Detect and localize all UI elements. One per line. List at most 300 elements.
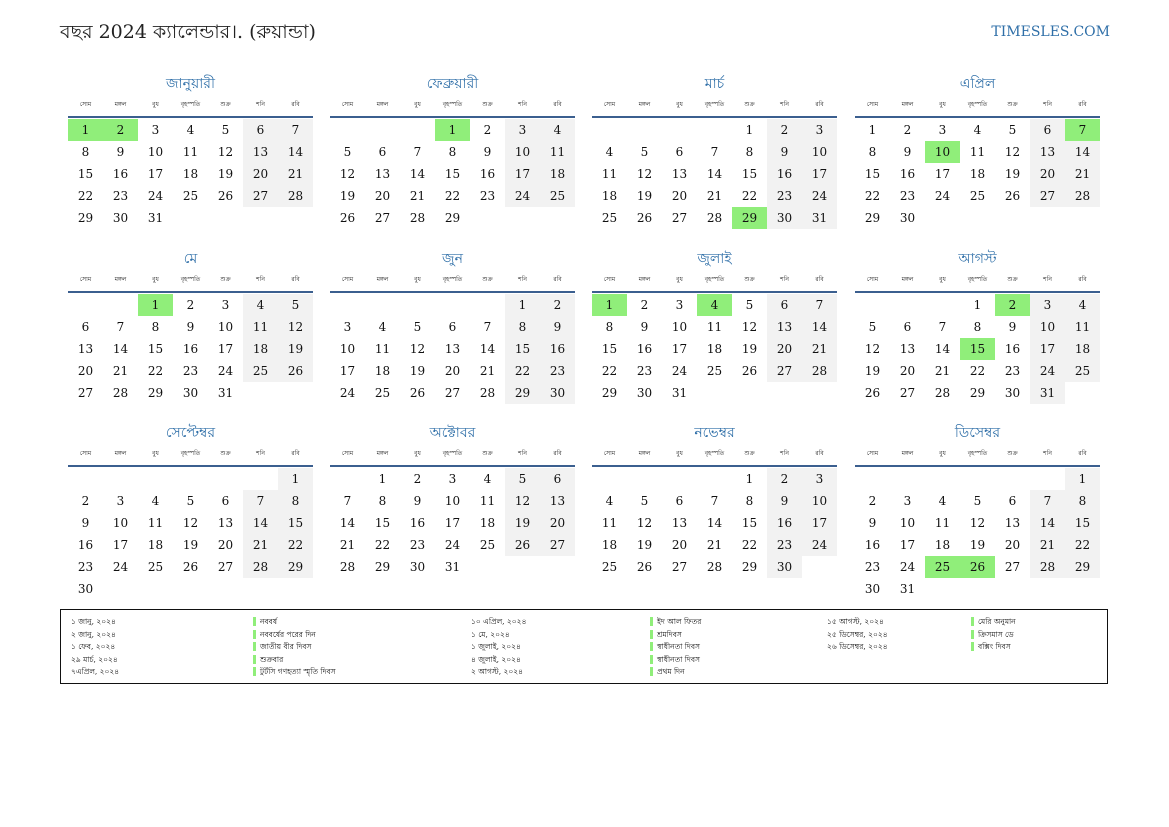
day-cell: 5 <box>221 123 230 137</box>
day-cell: 13 <box>671 167 688 181</box>
day-cell: 4 <box>973 123 982 137</box>
day-cell: 31 <box>671 386 688 400</box>
day-cell: 23 <box>864 560 881 574</box>
day-cell: 22 <box>77 189 94 203</box>
day-cell: 7 <box>413 145 422 159</box>
day-cell: 10 <box>147 145 164 159</box>
weekday-header <box>68 94 313 118</box>
weekday-label: শুক্র <box>220 101 231 108</box>
day-cell: 28 <box>934 386 951 400</box>
day-cell: 6 <box>903 320 912 334</box>
day-cell: 4 <box>483 472 492 486</box>
weekday-label: বৃহস্পতি <box>704 101 725 108</box>
day-cell: 16 <box>636 342 653 356</box>
day-cell: 3 <box>151 123 160 137</box>
legend-dates-column <box>471 616 526 679</box>
day-cell: 2 <box>81 494 90 508</box>
day-cell: 15 <box>278 512 313 534</box>
day-cell: 18 <box>969 167 986 181</box>
weekday-label: শনি <box>518 276 527 283</box>
day-cell: 19 <box>505 512 540 534</box>
month-block <box>855 423 1100 600</box>
day-cell: 3 <box>903 494 912 508</box>
day-cell: 6 <box>675 145 684 159</box>
day-cell: 13 <box>77 342 94 356</box>
day-cell: 5 <box>745 298 754 312</box>
day-cell: 12 <box>864 342 881 356</box>
weekday-label: মঙ্গল <box>376 101 389 108</box>
day-cell: 28 <box>1030 556 1065 578</box>
weekday-label: মঙ্গল <box>901 101 914 108</box>
weekday-label: মঙ্গল <box>376 276 389 283</box>
day-cell: 5 <box>505 468 540 490</box>
day-cell: 19 <box>636 538 653 552</box>
day-cell: 23 <box>77 560 94 574</box>
month-block <box>68 249 313 404</box>
weekday-label: মঙ্গল <box>638 276 651 283</box>
day-cell: 22 <box>601 364 618 378</box>
day-cell: 15 <box>374 516 391 530</box>
weekday-label: শুক্র <box>744 450 755 457</box>
day-cell: 27 <box>671 211 688 225</box>
empty-cell <box>592 119 627 141</box>
day-cell: 6 <box>675 494 684 508</box>
weekday-label: শুক্র <box>1007 276 1018 283</box>
day-cell: 28 <box>802 360 837 382</box>
month-block <box>330 74 575 229</box>
day-cell: 6 <box>378 145 387 159</box>
empty-cell <box>173 468 208 490</box>
day-cell: 24 <box>112 560 129 574</box>
day-cell: 24 <box>802 534 837 556</box>
day-cell: 6 <box>767 294 802 316</box>
empty-cell <box>890 294 925 316</box>
weekday-label: শনি <box>256 276 265 283</box>
day-cell: 3 <box>343 320 352 334</box>
day-cell: 7 <box>116 320 125 334</box>
day-cell: 7 <box>710 494 719 508</box>
day-cell: 14 <box>1065 141 1100 163</box>
day-cell: 31 <box>217 386 234 400</box>
day-cell: 17 <box>802 512 837 534</box>
day-cell: 18 <box>601 538 618 552</box>
day-cell: 13 <box>540 490 575 512</box>
day-cell: 19 <box>636 189 653 203</box>
legend-holiday-name: প্রথম দিন <box>650 667 685 676</box>
day-cell: 24 <box>671 364 688 378</box>
day-cell: 20 <box>243 163 278 185</box>
day-cell: 10 <box>444 494 461 508</box>
month-block <box>855 74 1100 229</box>
day-cell: 3 <box>116 494 125 508</box>
weekday-label: বৃহস্পতি <box>442 101 463 108</box>
weekday-label: শনি <box>518 101 527 108</box>
legend-holiday-name: জাতীয় বীর দিবস <box>253 642 312 651</box>
day-cell: 31 <box>147 211 164 225</box>
day-cell: 7 <box>343 494 352 508</box>
day-cell: 14 <box>934 342 951 356</box>
day-cell: 30 <box>1004 386 1021 400</box>
day-cell: 23 <box>899 189 916 203</box>
legend-dates-column <box>71 616 119 679</box>
day-cell: 24 <box>934 189 951 203</box>
day-cell: 22 <box>741 538 758 552</box>
day-grid <box>855 294 1100 404</box>
legend-holiday-name: শ্রমদিবস <box>650 630 682 639</box>
day-cell: 8 <box>278 490 313 512</box>
day-cell: 12 <box>278 316 313 338</box>
weekday-label: শনি <box>1043 450 1052 457</box>
weekday-header <box>68 269 313 293</box>
day-cell: 11 <box>706 320 723 334</box>
empty-cell <box>208 468 243 490</box>
day-cell: 17 <box>147 167 164 181</box>
day-cell: 27 <box>540 534 575 556</box>
day-cell: 3 <box>221 298 230 312</box>
empty-cell <box>68 294 103 316</box>
month-block <box>855 249 1100 404</box>
day-cell: 1 <box>505 294 540 316</box>
empty-cell <box>365 294 400 316</box>
weekday-label: বুধ <box>152 276 159 283</box>
day-cell: 2 <box>413 472 422 486</box>
day-cell: 12 <box>505 490 540 512</box>
holiday-day: 10 <box>925 141 960 163</box>
day-cell: 19 <box>741 342 758 356</box>
weekday-header <box>330 269 575 293</box>
day-grid <box>592 468 837 578</box>
day-cell: 13 <box>767 316 802 338</box>
day-cell: 29 <box>374 560 391 574</box>
day-cell: 21 <box>934 364 951 378</box>
weekday-label: শনি <box>780 101 789 108</box>
day-grid <box>68 119 313 229</box>
day-cell: 12 <box>636 167 653 181</box>
day-cell: 27 <box>1004 560 1021 574</box>
month-block <box>592 249 837 404</box>
weekday-label: রবি <box>291 450 300 457</box>
day-cell: 9 <box>186 320 195 334</box>
weekday-header <box>68 443 313 467</box>
day-cell: 8 <box>1065 490 1100 512</box>
legend-date: ৪ জুলাই, ২০২৪ <box>471 654 521 664</box>
month-name: ফেব্রুয়ারী <box>426 76 479 92</box>
day-cell: 15 <box>147 342 164 356</box>
day-cell: 27 <box>217 560 234 574</box>
day-cell: 31 <box>1030 382 1065 404</box>
day-cell: 27 <box>767 360 802 382</box>
day-cell: 2 <box>540 294 575 316</box>
day-cell: 14 <box>409 167 426 181</box>
day-cell: 23 <box>767 534 802 556</box>
day-cell: 19 <box>278 338 313 360</box>
legend-holiday-name: স্বাধীনতা দিবস <box>650 642 700 651</box>
day-cell: 12 <box>339 167 356 181</box>
day-cell: 15 <box>444 167 461 181</box>
day-cell: 24 <box>147 189 164 203</box>
weekday-label: শনি <box>780 276 789 283</box>
day-cell: 29 <box>147 386 164 400</box>
day-cell: 11 <box>243 316 278 338</box>
day-cell: 25 <box>374 386 391 400</box>
weekday-label: সোম <box>79 276 92 283</box>
weekday-label: রবি <box>1078 276 1087 283</box>
weekday-label: মঙ্গল <box>114 276 127 283</box>
day-cell: 19 <box>182 538 199 552</box>
day-cell: 16 <box>540 338 575 360</box>
day-cell: 21 <box>409 189 426 203</box>
day-grid <box>330 468 575 578</box>
site-link[interactable]: TIMESLES.COM <box>991 24 1110 40</box>
weekday-header <box>855 94 1100 118</box>
empty-cell <box>662 468 697 490</box>
legend-holiday-name: শুক্রবার <box>253 655 283 664</box>
day-cell: 16 <box>479 167 496 181</box>
day-cell: 30 <box>182 386 199 400</box>
day-cell: 1 <box>745 123 754 137</box>
weekday-label: রবি <box>291 101 300 108</box>
day-cell: 30 <box>864 582 881 596</box>
empty-cell <box>243 468 278 490</box>
weekday-label: সোম <box>79 450 92 457</box>
day-cell: 18 <box>147 538 164 552</box>
day-cell: 23 <box>409 538 426 552</box>
day-cell: 16 <box>182 342 199 356</box>
day-cell: 3 <box>448 472 457 486</box>
empty-cell <box>925 468 960 490</box>
day-cell: 13 <box>1004 516 1021 530</box>
day-cell: 11 <box>601 516 618 530</box>
day-cell: 5 <box>186 494 195 508</box>
day-cell: 28 <box>1065 185 1100 207</box>
day-cell: 12 <box>1004 145 1021 159</box>
empty-cell <box>1030 468 1065 490</box>
weekday-header <box>330 94 575 118</box>
day-cell: 14 <box>706 516 723 530</box>
legend-date: ১০ এপ্রিল, ২০২৪ <box>471 617 527 626</box>
page-title: বছর 2024 ক্যালেন্ডার।. (রুয়ান্ডা) <box>60 21 316 43</box>
day-cell: 5 <box>343 145 352 159</box>
weekday-label: বুধ <box>676 101 683 108</box>
day-cell: 7 <box>938 320 947 334</box>
day-cell: 8 <box>505 316 540 338</box>
day-cell: 27 <box>77 386 94 400</box>
day-cell: 14 <box>112 342 129 356</box>
day-cell: 18 <box>182 167 199 181</box>
day-cell: 16 <box>409 516 426 530</box>
day-cell: 20 <box>1004 538 1021 552</box>
day-cell: 8 <box>151 320 160 334</box>
weekday-label: বুধ <box>676 276 683 283</box>
weekday-label: শনি <box>256 101 265 108</box>
holiday-legend <box>60 609 1108 684</box>
holiday-day: 1 <box>68 119 103 141</box>
weekday-label: শুক্র <box>482 276 493 283</box>
day-cell: 29 <box>505 382 540 404</box>
day-cell: 25 <box>706 364 723 378</box>
legend-holiday-name: স্বাধীনতা দিবস <box>650 655 700 664</box>
empty-cell <box>627 468 662 490</box>
weekday-label: শুক্র <box>220 276 231 283</box>
legend-date: ২ আগস্ট, ২০২৪ <box>471 667 523 676</box>
day-cell: 18 <box>540 163 575 185</box>
day-cell: 18 <box>1065 338 1100 360</box>
weekday-label: বুধ <box>152 101 159 108</box>
day-cell: 22 <box>1065 534 1100 556</box>
day-grid <box>68 468 313 600</box>
weekday-label: বুধ <box>414 450 421 457</box>
weekday-label: বুধ <box>939 276 946 283</box>
day-cell: 15 <box>77 167 94 181</box>
day-cell: 8 <box>81 145 90 159</box>
day-cell: 14 <box>243 512 278 534</box>
day-cell: 22 <box>444 189 461 203</box>
day-cell: 24 <box>217 364 234 378</box>
day-cell: 2 <box>640 298 649 312</box>
weekday-label: রবি <box>815 276 824 283</box>
weekday-label: শুক্র <box>1007 101 1018 108</box>
day-cell: 17 <box>802 163 837 185</box>
day-cell: 5 <box>640 494 649 508</box>
legend-date: ২ জানু, ২০২৪ <box>71 629 116 639</box>
day-cell: 26 <box>864 386 881 400</box>
day-cell: 30 <box>636 386 653 400</box>
day-grid <box>592 294 837 404</box>
day-cell: 17 <box>671 342 688 356</box>
day-cell: 17 <box>899 538 916 552</box>
month-name: অক্টোবর <box>429 425 476 441</box>
weekday-label: সোম <box>603 276 616 283</box>
legend-date: ১ জুলাই, ২০২৪ <box>471 642 521 651</box>
weekday-label: বুধ <box>414 276 421 283</box>
day-cell: 9 <box>903 145 912 159</box>
weekday-label: শুক্র <box>482 450 493 457</box>
day-cell: 29 <box>741 560 758 574</box>
day-cell: 11 <box>601 167 618 181</box>
day-cell: 9 <box>767 490 802 512</box>
weekday-label: শনি <box>1043 276 1052 283</box>
day-cell: 16 <box>767 163 802 185</box>
empty-cell <box>68 468 103 490</box>
month-name: জানুয়ারী <box>166 76 215 92</box>
empty-cell <box>855 294 890 316</box>
day-cell: 2 <box>483 123 492 137</box>
month-name: ডিসেম্বর <box>954 425 1001 441</box>
weekday-label: মঙ্গল <box>114 450 127 457</box>
month-name: আগস্ট <box>958 251 997 267</box>
day-cell: 10 <box>339 342 356 356</box>
day-cell: 26 <box>339 211 356 225</box>
weekday-label: রবি <box>815 450 824 457</box>
day-cell: 29 <box>969 386 986 400</box>
day-cell: 16 <box>864 538 881 552</box>
weekday-label: বৃহস্পতি <box>442 450 463 457</box>
day-cell: 27 <box>243 185 278 207</box>
day-cell: 5 <box>413 320 422 334</box>
day-grid <box>68 294 313 404</box>
day-cell: 5 <box>973 494 982 508</box>
day-cell: 11 <box>540 141 575 163</box>
day-cell: 18 <box>479 516 496 530</box>
day-cell: 26 <box>636 211 653 225</box>
weekday-label: বৃহস্পতি <box>442 276 463 283</box>
weekday-label: শনি <box>1043 101 1052 108</box>
day-cell: 1 <box>1065 468 1100 490</box>
day-cell: 23 <box>636 364 653 378</box>
empty-cell <box>330 119 365 141</box>
day-cell: 1 <box>745 472 754 486</box>
day-cell: 1 <box>973 298 982 312</box>
month-block <box>68 74 313 229</box>
day-cell: 27 <box>1030 185 1065 207</box>
day-cell: 5 <box>278 294 313 316</box>
empty-cell <box>960 468 995 490</box>
day-cell: 9 <box>868 516 877 530</box>
day-cell: 10 <box>112 516 129 530</box>
day-cell: 4 <box>186 123 195 137</box>
month-block <box>592 423 837 578</box>
day-cell: 9 <box>116 145 125 159</box>
weekday-label: শুক্র <box>482 101 493 108</box>
day-cell: 2 <box>903 123 912 137</box>
day-cell: 18 <box>706 342 723 356</box>
day-cell: 26 <box>182 560 199 574</box>
legend-date: ১৫ আগস্ট, ২০২৪ <box>827 617 884 626</box>
day-cell: 21 <box>278 163 313 185</box>
day-cell: 31 <box>899 582 916 596</box>
legend-names-column <box>650 616 701 679</box>
weekday-label: রবি <box>815 101 824 108</box>
empty-cell <box>103 468 138 490</box>
weekday-label: মঙ্গল <box>901 450 914 457</box>
day-cell: 30 <box>767 556 802 578</box>
day-cell: 29 <box>77 211 94 225</box>
day-cell: 17 <box>444 516 461 530</box>
legend-date: ৭এপ্রিল, ২০২৪ <box>71 667 120 676</box>
day-cell: 10 <box>505 141 540 163</box>
day-cell: 28 <box>278 185 313 207</box>
day-cell: 17 <box>339 364 356 378</box>
empty-cell <box>400 119 435 141</box>
day-cell: 3 <box>675 298 684 312</box>
day-cell: 22 <box>969 364 986 378</box>
day-cell: 15 <box>601 342 618 356</box>
legend-date: ২৫ ডিসেম্বর, ২০২৪ <box>827 629 888 639</box>
weekday-label: শনি <box>780 450 789 457</box>
weekday-header <box>592 269 837 293</box>
day-cell: 23 <box>112 189 129 203</box>
day-cell: 25 <box>1065 360 1100 382</box>
month-name: জুলাই <box>697 251 732 267</box>
legend-holiday-name: ক্রিসমাস ডে <box>971 630 1014 639</box>
day-cell: 17 <box>1030 338 1065 360</box>
day-cell: 6 <box>448 320 457 334</box>
day-cell: 1 <box>378 472 387 486</box>
day-cell: 10 <box>671 320 688 334</box>
day-cell: 21 <box>1030 534 1065 556</box>
day-cell: 10 <box>217 320 234 334</box>
day-cell: 10 <box>802 490 837 512</box>
day-cell: 31 <box>802 207 837 229</box>
day-cell: 23 <box>1004 364 1021 378</box>
day-cell: 26 <box>741 364 758 378</box>
day-cell: 7 <box>802 294 837 316</box>
day-cell: 27 <box>444 386 461 400</box>
weekday-label: রবি <box>1078 450 1087 457</box>
day-grid <box>330 294 575 404</box>
day-cell: 12 <box>969 516 986 530</box>
weekday-label: সোম <box>341 276 354 283</box>
